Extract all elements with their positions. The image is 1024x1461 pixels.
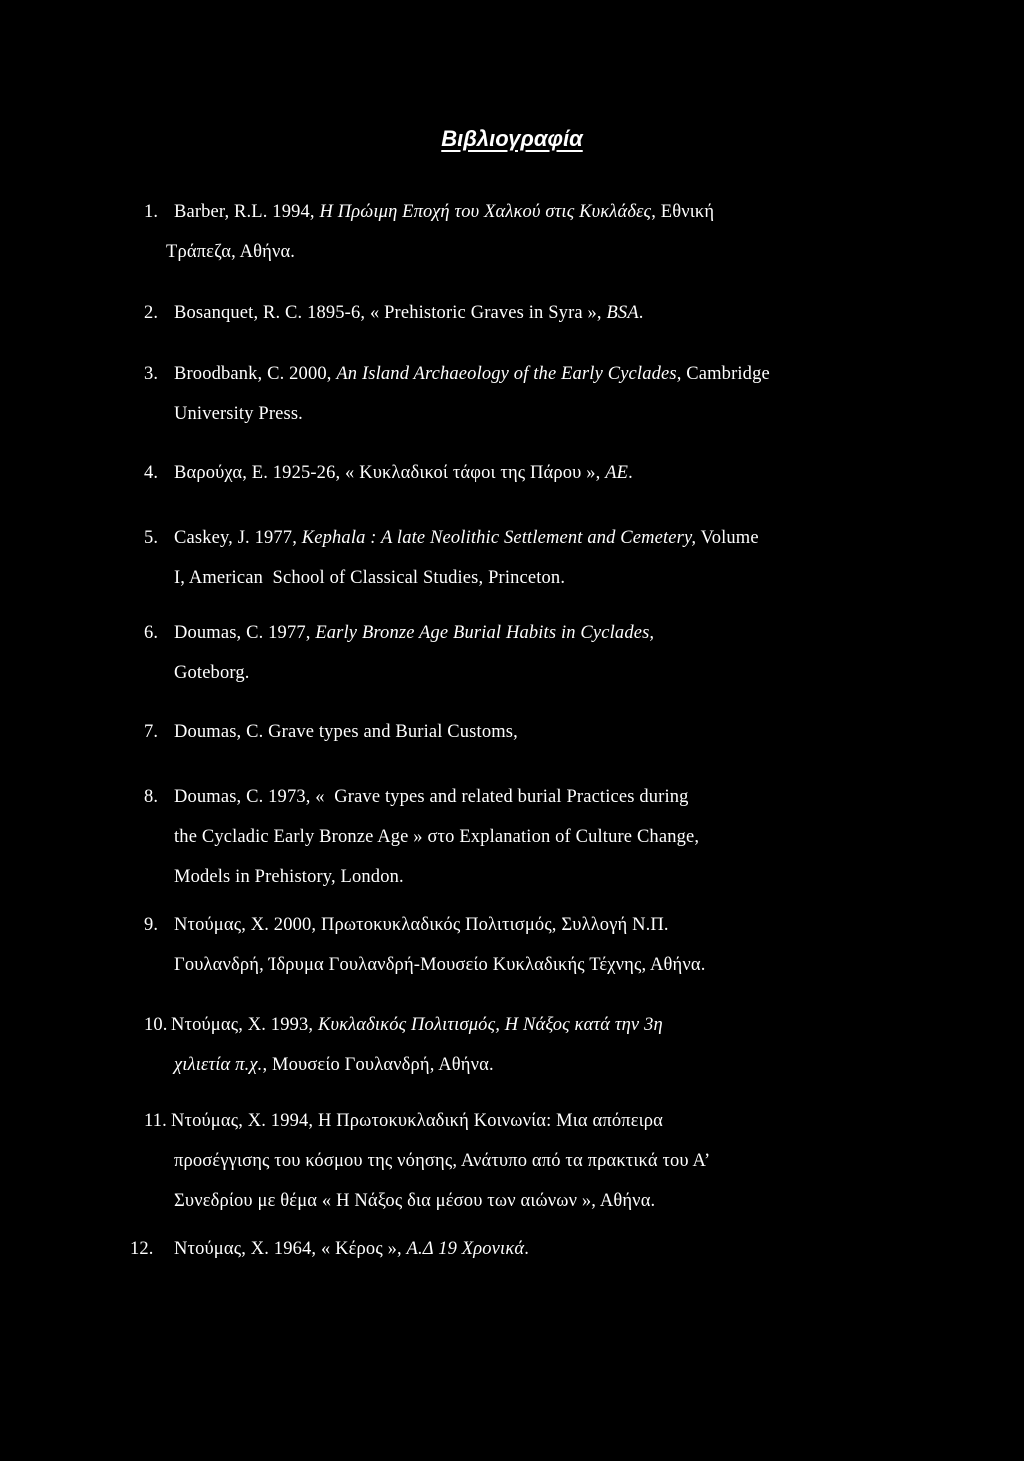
entry-title-italic: BSA: [606, 303, 639, 323]
entry-text: Cambridge: [681, 364, 770, 384]
entry-text: Ντούμας, Χ. 2000, Πρωτοκυκλαδικός Πολιτισμός, Συλλογή Ν.Π.: [174, 915, 669, 935]
bibliography-entry-4: [144, 453, 904, 493]
entry-line: [144, 905, 904, 945]
entry-number: 4.: [144, 463, 159, 483]
bibliography-entry-12: [130, 1229, 890, 1269]
entry-line: [130, 1229, 890, 1269]
entry-number: 8.: [144, 787, 159, 807]
entry-line: [144, 1141, 904, 1181]
entry-title-italic: ΑΕ: [605, 463, 629, 483]
entry-text: University Press.: [174, 404, 303, 424]
entry-line: [144, 653, 904, 693]
bibliography-entry-6: [144, 613, 904, 693]
entry-line: [144, 945, 904, 985]
entry-line: [144, 232, 904, 272]
entry-line: [144, 817, 904, 857]
entry-text: Broodbank, C. 2000,: [174, 364, 337, 384]
entry-line: [144, 613, 904, 653]
bibliography-entry-7: [144, 712, 904, 752]
entry-text: .: [628, 463, 633, 483]
entry-text: Συνεδρίου με θέμα « Η Νάξος δια μέσου των αιώνων », Αθήνα.: [174, 1191, 656, 1211]
entry-line: [144, 777, 904, 817]
entry-line: [144, 394, 904, 434]
entry-text: Βαρούχα, Ε. 1925-26, « Κυκλαδικοί τάφοι της Πάρου »,: [174, 463, 606, 483]
entry-text: Τράπεζα, Αθήνα.: [166, 242, 296, 262]
page-title: Βιβλιογραφία: [441, 126, 583, 151]
entry-text: the Cycladic Early Bronze Age » στο Explanation of Culture Change,: [174, 827, 700, 847]
entry-number: 5.: [144, 528, 159, 548]
entry-text: Doumas, C. 1973, « Grave types and related burial Practices during: [174, 787, 689, 807]
entry-text: , Μουσείο Γουλανδρή, Αθήνα.: [262, 1055, 494, 1075]
bibliography-entry-10: [144, 1005, 904, 1085]
entry-text: Doumas, C. 1977,: [174, 623, 316, 643]
bibliography-entry-5: [144, 518, 904, 598]
entry-line: [144, 354, 904, 394]
bibliography-entry-8: [144, 777, 904, 897]
entry-text: Bosanquet, R. C. 1895-6, « Prehistoric Graves in Syra »,: [174, 303, 607, 323]
bibliography-entry-11: [144, 1101, 904, 1221]
entry-text: Models in Prehistory, London.: [174, 867, 404, 887]
entry-line: [144, 192, 904, 232]
entry-title-italic: Early Bronze Age Burial Habits in Cyclades,: [315, 623, 655, 643]
entry-title-italic: An Island Archaeology of the Early Cyclades,: [336, 364, 682, 384]
entry-text: .: [524, 1239, 529, 1259]
entry-text: προσέγγισης του κόσμου της νόησης, Ανάτυπο από τα πρακτικά του Α’: [174, 1151, 711, 1171]
entry-line: [144, 857, 904, 897]
entry-line: [144, 558, 904, 598]
entry-line: [144, 1101, 904, 1141]
entry-text: Doumas, C. Grave types and Burial Customs,: [174, 722, 518, 742]
entry-text: .: [638, 303, 644, 323]
entry-title-italic: Η Πρώιμη Εποχή του Χαλκού στις Κυκλάδες: [319, 202, 652, 222]
entry-text: Γουλανδρή, Ίδρυμα Γουλανδρή-Μουσείο Κυκλαδικής Τέχνης, Αθήνα.: [174, 955, 706, 975]
entry-text: Barber, R.L. 1994,: [174, 202, 320, 222]
entry-line: [144, 1005, 904, 1045]
entry-text: Ντούμας, Χ. 1964, « Κέρος »,: [174, 1239, 407, 1259]
bibliography-entry-2: [144, 293, 904, 333]
entry-line: [144, 518, 904, 558]
entry-line: [144, 712, 904, 752]
entry-text: Ντούμας, Χ. 1994, Η Πρωτοκυκλαδική Κοινωνία: Μια απόπειρα: [171, 1111, 663, 1131]
entry-text: Caskey, J. 1977,: [174, 528, 302, 548]
entry-line: [144, 1181, 904, 1221]
entry-title-italic: Kephala : A late Neolithic Settlement and Cemetery,: [301, 528, 697, 548]
entry-text: , Εθνική: [651, 202, 715, 222]
entry-number: 10.: [144, 1015, 168, 1035]
entry-line: [144, 293, 904, 333]
entry-title-italic: χιλιετία π.χ.: [174, 1055, 263, 1075]
entry-number: 9.: [144, 915, 159, 935]
entry-number: 6.: [144, 623, 159, 643]
entry-text: Ντούμας, Χ. 1993,: [171, 1015, 318, 1035]
entry-number: 7.: [144, 722, 159, 742]
entry-text: Volume: [696, 528, 759, 548]
entry-title-italic: Κυκλαδικός Πολιτισμός, Η Νάξος κατά την 3η: [317, 1015, 663, 1035]
entry-text: I, American School of Classical Studies, Princeton.: [174, 568, 566, 588]
bibliography-entry-3: [144, 354, 904, 434]
entry-line: [144, 453, 904, 493]
entry-line: [144, 1045, 904, 1085]
entry-number: 11.: [144, 1111, 167, 1131]
entry-number: 1.: [144, 202, 159, 222]
entry-number: 3.: [144, 364, 159, 384]
entry-text: Goteborg.: [174, 663, 250, 683]
entry-title-italic: Α.Δ 19 Χρονικά: [406, 1239, 525, 1259]
entry-number: 12.: [130, 1239, 154, 1259]
bibliography-entry-1: [144, 192, 904, 272]
entry-number: 2.: [144, 303, 159, 323]
bibliography-entry-9: [144, 905, 904, 985]
